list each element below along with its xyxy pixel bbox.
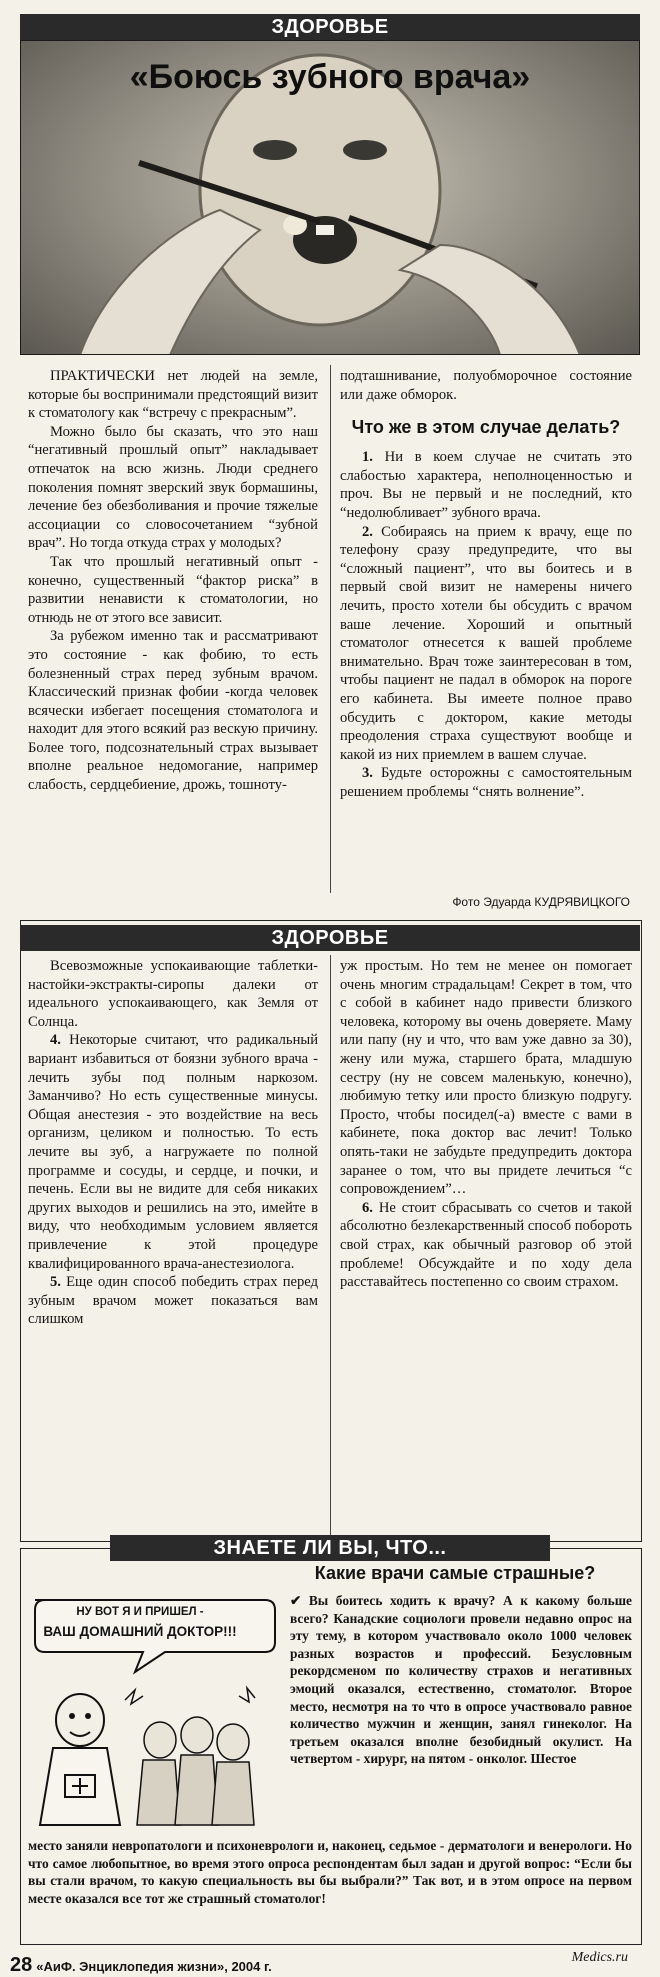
column-divider	[330, 955, 331, 1535]
numbered-point: 5. Еще один способ победить страх перед зубным врачом может показаться вам слишком	[28, 1274, 319, 1328]
numbered-point: 3. Будьте осторожны с самостоятельным решением проблемы “снять волнение”.	[340, 765, 632, 800]
paragraph: Можно было бы сказать, что это наш “негативный прошлый опыт” накладывает отпечаток на всю жизнь. Люди среднего поколения помнят зверский звук бормашины, лечение без обезболивания и прочие тяжелые ассоциации со словосочетанием “зубной врач”. Но тогда откуда страх у молодых?	[28, 423, 318, 552]
paragraph: уж простым. Но тем не менее он помогает очень многим страдальцам! Секрет в том, что с собой в кабинет надо привести близкого человека, которому вы очень доверяете. Маму или папу (ну и что, что вам уже давно за 30), жену или мужа, старшего брата, младшую сестру (ну не совсем маленькую, конечно), любимую тетку или просто близкую подругу. Просто, чтобы посидел(-а) вместе с вами в кабинете, пока доктор вас лечит! Только опять-таки не забудьте предупредить доктора заранее о том, что вы придете лечиться “с сопровождением”…	[340, 958, 632, 1198]
numbered-point: 2. Собираясь на прием к врачу, еще по телефону сразу предупредите, что вы “сложный пациент”, что вы боитесь и в первый свой визит не намерены ничего лечить, просто хотели бы обсудить с врачом ваше лечение. Хороший и опытный стоматолог отнесется к вашей проблеме внимательно. Врач тоже заинтересован в том, чтобы пациент не падал в обморок на пороге его кабинета. Вы имеете полное право обсудить с доктором, какие методы преодоления страха существуют вообще и какой из них приемлем в вашем случае.	[340, 523, 632, 763]
paragraph: За рубежом именно так и рассматривают это состояние - как фобию, то есть болезненный страх перед зубным врачом. Классический признак фобии -когда человек всячески избегает посещения стоматолога и находит для этого всякий раз вескую причину. Более того, подсознательный страх вызывает вполне реальное недомогание, например слабость, сердцебиение, дрожь, тошноту-	[28, 628, 318, 794]
subheading: Что же в этом случае делать?	[351, 417, 621, 438]
numbered-point: 1. Ни в коем случае не считать это слабостью характера, неполноценностью и проч. Вы не первый и не последний, кто “недолюбливает” зубного врача.	[340, 449, 632, 521]
continued-column-2	[340, 957, 632, 1292]
paragraph: ПРАКТИЧЕСКИ нет людей на земле, которые бы воспринимали предстоящий визит к стоматологу как “встречу с прекрасным”.	[28, 368, 318, 422]
page-footer	[10, 1954, 272, 1977]
box-source: Medics.ru	[571, 1950, 628, 1965]
continued-column-1	[28, 957, 318, 1329]
box-title: Какие врачи самые страшные?	[314, 1563, 596, 1583]
paragraph: Так что прошлый негативный опыт - конечно, существенный “фактор риска” в развитии ненависти к стоматологии, но отнюдь не от этого все зависит.	[28, 553, 318, 626]
article-headline: «Боюсь зубного врача»	[129, 58, 531, 96]
paragraph: Всевозможные успокаивающие таблетки-настойки-экстракты-сиропы далеки от идеального успокаивающего, как Земля от Солнца.	[28, 958, 318, 1030]
numbered-point: 4. Некоторые считают, что радикальный вариант избавиться от боязни зубного врача - лечить зубы под полным наркозом. Заманчиво? Но есть существенные минусы. Общая анестезия - это воздействие на весь организм, целиком и полностью. То есть лечите вы зуб, а нагружаете по полной программе и сосуды, и сердце, и почки, и печень. Если вы не видите для себя никаких других выходов и решились на это, имейте в виду, что необходимым условием является привлечение к этой процедуре квалифицированного врача-анестезиолога.	[28, 1032, 318, 1272]
box-text-top: ✔ Вы боитесь ходить к врачу? А к какому больше всего? Канадские социологи провели недавно опрос на эту тему, в котором участвовало около 1000 человек разных возрастов и профессий. Безусловным рекордсменом по количеству страхов и негативных эмоций оказался, естественно, стоматолог. Второе место, несмотря на то что в опросе участвовало равное количество мужчин и женщин, занял гинеколог. На третьем оказался вполне безобидный окулист. На четвертом - хирург, на пятом - онколог. Шестое	[290, 1593, 632, 1767]
section-label-health: ЗДОРОВЬЕ	[20, 925, 640, 951]
publication-source: «АиФ. Энциклопедия жизни», 2004 г.	[36, 1959, 272, 1974]
paragraph: подташнивание, полуобморочное состояние или даже обморок.	[340, 368, 632, 403]
numbered-point: 6. Не стоит сбрасывать со счетов и такой абсолютно безлекарственный способ побороть свой страх, как обычный разговор об этой проблеме! Обсуждайте и по ходу дела расставайтесь постепенно со своим страхом.	[340, 1199, 632, 1291]
cartoon-speech-bubble: НУ ВОТ Я И ПРИШЕЛ - ВАШ ДОМАШНИЙ ДОКТОР!!!	[43, 1606, 237, 1639]
check-icon: ✔	[290, 1593, 302, 1608]
column-divider	[330, 365, 331, 893]
photo-credit: Фото Эдуарда КУДРЯВИЦКОГО	[452, 895, 630, 909]
box-text-bottom: место заняли невропатологи и психоневрологи и, наконец, седьмое - дерматологи и венерологи. Но что самое любопытное, во время этого опроса респондентам был задан и другой вопрос: “Если бы вы стали врачом, то какую специальность вы бы выбрали?” Так вот, и в этом опросе на первом месте оказался все тот же страшный стоматолог!	[28, 1838, 632, 1906]
section-label-health: ЗДОРОВЬЕ	[20, 14, 640, 40]
article-column-2	[340, 367, 632, 801]
article-column-1	[28, 367, 318, 795]
section-label-did-you-know: ЗНАЕТЕ ЛИ ВЫ, ЧТО...	[110, 1535, 550, 1561]
page-number: 28	[10, 1954, 33, 1976]
